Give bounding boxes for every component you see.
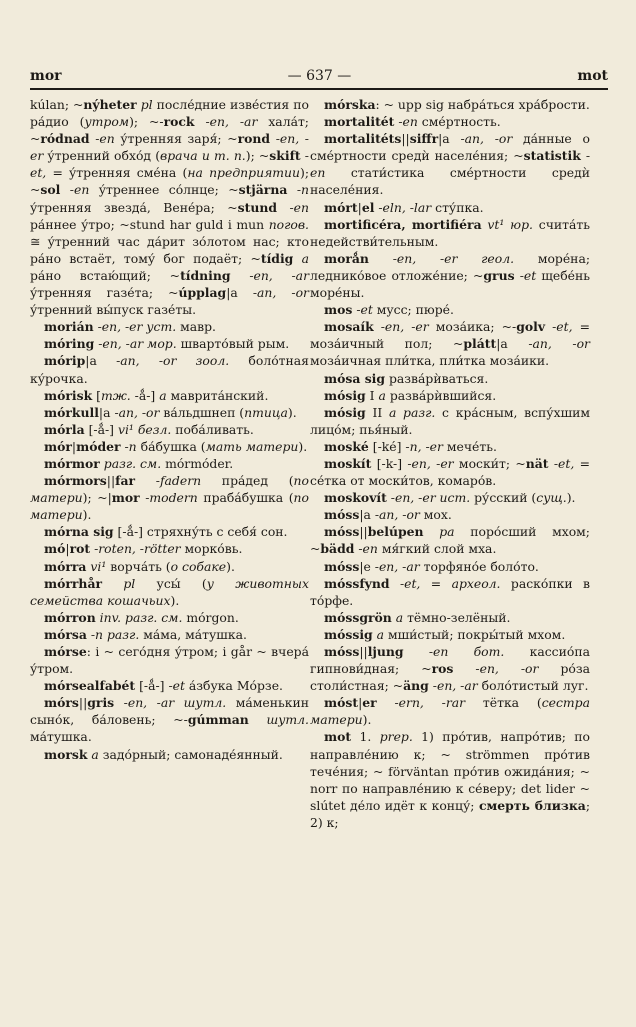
- dictionary-entry: mosaík -en, -er моза́ика; ~-golv -et, = моза́ичный пол; ~plátt|a -an, -or моза́ичная пли́тка, пли́тка моза́ики.: [310, 319, 590, 369]
- dictionary-entry: mórs||gris -en, -ar шутл. ма́менькин сыно́к, ба́ловень; ~-gúmman шутл. ма́тушка.: [30, 695, 309, 745]
- dictionary-entry: mórip|a -an, -or зоол. боло́тная ку́рочка.: [30, 353, 309, 386]
- dictionary-entry: moskít [-k-] -en, -er моски́т; ~nät -et, = се́тка от моски́тов, комаро́в.: [310, 455, 590, 489]
- dictionary-entry: mot 1. prep. 1) про́тив, напро́тив; по направле́нию к; ~ strömmen про́тив тече́ния; ~ förväntan про́тив ожида́ния; ~ norr по направле́нию к се́веру; det lider ~ slútet де́ло идёт к концу́; смерть близка; 2) к;: [310, 729, 590, 830]
- dictionary-entry: mórrhår pl усы́ (у животных семейства кошачьих).: [30, 575, 309, 608]
- dictionary-entry: morsk a задо́рный; самонаде́янный.: [44, 746, 283, 762]
- dictionary-entry: moské [-ké] -n, -er мече́ть.: [324, 438, 497, 454]
- dictionary-entry: morǻn -en, -er геол. море́на; леднико́вое отложе́ние; ~grus -et щебе́нь море́ны.: [310, 250, 590, 301]
- dictionary-entry: móst|er -ern, -rar тётка (сестра матери).: [310, 695, 590, 728]
- dictionary-entry: mórla [-ǻ-] vi¹ безл. поба́ливать.: [44, 421, 254, 437]
- dictionary-entry: mórsa -n разг. ма́ма, ма́тушка.: [44, 626, 247, 642]
- left-guide-word: mor: [30, 68, 62, 84]
- dictionary-entry: mósa sig разва́рѝваться.: [324, 370, 489, 386]
- dictionary-entry: mortalitéts||siffr|a -an, -or да́нные о сме́ртности средѝ населе́ния; ~statistik -en стати́стика сме́ртности средѝ населе́ния.: [310, 131, 590, 198]
- dictionary-entry: mórmor разг. см. mórmóder.: [44, 455, 234, 471]
- dictionary-entry: mórna sig [-ǻ-] стряхну́ть с себя́ сон.: [44, 524, 288, 540]
- dictionary-entry: mórra vi¹ ворча́ть (о собаке).: [44, 558, 235, 574]
- dictionary-entry: móssgrön a тёмно-зелёный.: [324, 609, 511, 625]
- dictionary-entry: moskovít -en, -er ист. ру́сский (сущ.).: [324, 490, 576, 506]
- dictionary-entry: móss|e -en, -ar торфяно́е боло́то.: [324, 558, 539, 574]
- dictionary-entry: mórisk [тж. -ǻ-] a маврита́нский.: [44, 387, 269, 403]
- dictionary-entry: mórse: i ~ сего́дня у́тром; i går ~ вчера́ у́тром.: [30, 644, 309, 677]
- right-guide-word: mot: [577, 68, 608, 84]
- dictionary-entry: móss||ljung -en бот. кассио́па гипнови́дная; ~ros -en, -or ро́за столи́стная; ~äng -en, -ar боло́тистый луг.: [310, 644, 590, 694]
- dictionary-entry: mórmors||far -fadern пра́дед (по матери); ~|mor -modern праба́бушка (по матери).: [30, 473, 309, 523]
- right-column: [310, 96, 590, 831]
- dictionary-entry: mortificéra, mortifiéra vt¹ юр. счита́ть недействи́тельным.: [310, 216, 590, 249]
- dictionary-entry: mórkull|a -an, -or ва́льдшнеп (птица).: [44, 404, 297, 420]
- dictionary-entry: mórron inv. разг. см. mórgon.: [44, 609, 239, 625]
- page-header: [30, 62, 608, 84]
- dictionary-entry: mósig I a разва́рѝвшийся.: [324, 387, 497, 403]
- dictionary-entry: móssig a мши́стый; покры́тый мхом.: [324, 626, 566, 642]
- dictionary-entry: móssfynd -et, = археол. раско́пки в то́рфе.: [310, 575, 590, 608]
- left-column: [30, 96, 309, 763]
- dictionary-entry: mó|rot -roten, -rötter морко́вь.: [44, 541, 243, 557]
- dictionary-entry: kúlan; ~nýheter pl после́дние изве́стия по ра́дио (утром); ~-rock -en, -ar хала́т; ~ródnad -en у́тренняя заря́; ~rond -en, -er у́тренний обхо́д (врача и т. п.); ~skift -et, = у́тренняя сме́на (на предприятии); ~sol -en у́треннее со́лнце; ~stjärna -n у́тренняя звезда́, Вене́ра; ~stund -en ра́ннее у́тро; ~stund har guld i mun погов. ≅ у́тренний час да́рит зо́лотом нас; кто ра́но встаёт, тому́ бог подаёт; ~tídig a ра́но встаю́щий; ~tídning -en, -ar у́тренняя газе́та; ~úpplag|a -an, -or у́тренний вы́пуск газе́ты.: [30, 97, 309, 318]
- page-number: — 637 —: [287, 68, 352, 84]
- dictionary-entry: mórt|el -eln, -lar сту́пка.: [324, 199, 484, 215]
- dictionary-entry: mortalitét -en сме́ртность.: [324, 114, 501, 130]
- dictionary-entry: mos -et мусс; пюре́.: [324, 302, 454, 318]
- dictionary-entry: móring -en, -ar мор. шварто́вый рым.: [44, 336, 290, 352]
- dictionary-entry: mórsealfabét [-ǻ-] -et а́збука Мо́рзе.: [44, 678, 283, 694]
- dictionary-entry: móss|a -an, -or мох.: [324, 507, 452, 523]
- dictionary-entry: mór|móder -n ба́бушка (мать матери).: [44, 438, 308, 454]
- dictionary-entry: móss||belúpen pa поро́сший мхом; ~bädd -en мя́гкий слой мха.: [310, 524, 590, 557]
- dictionary-entry: mósig II a разг. с кра́сным, вспу́хшим лицо́м; пья́ный.: [310, 404, 590, 437]
- dictionary-entry: mórska: ~ upp sig набра́ться хра́брости.: [324, 97, 590, 112]
- header-rule: [30, 88, 608, 90]
- dictionary-entry: morián -en, -er уст. мавр.: [44, 319, 216, 335]
